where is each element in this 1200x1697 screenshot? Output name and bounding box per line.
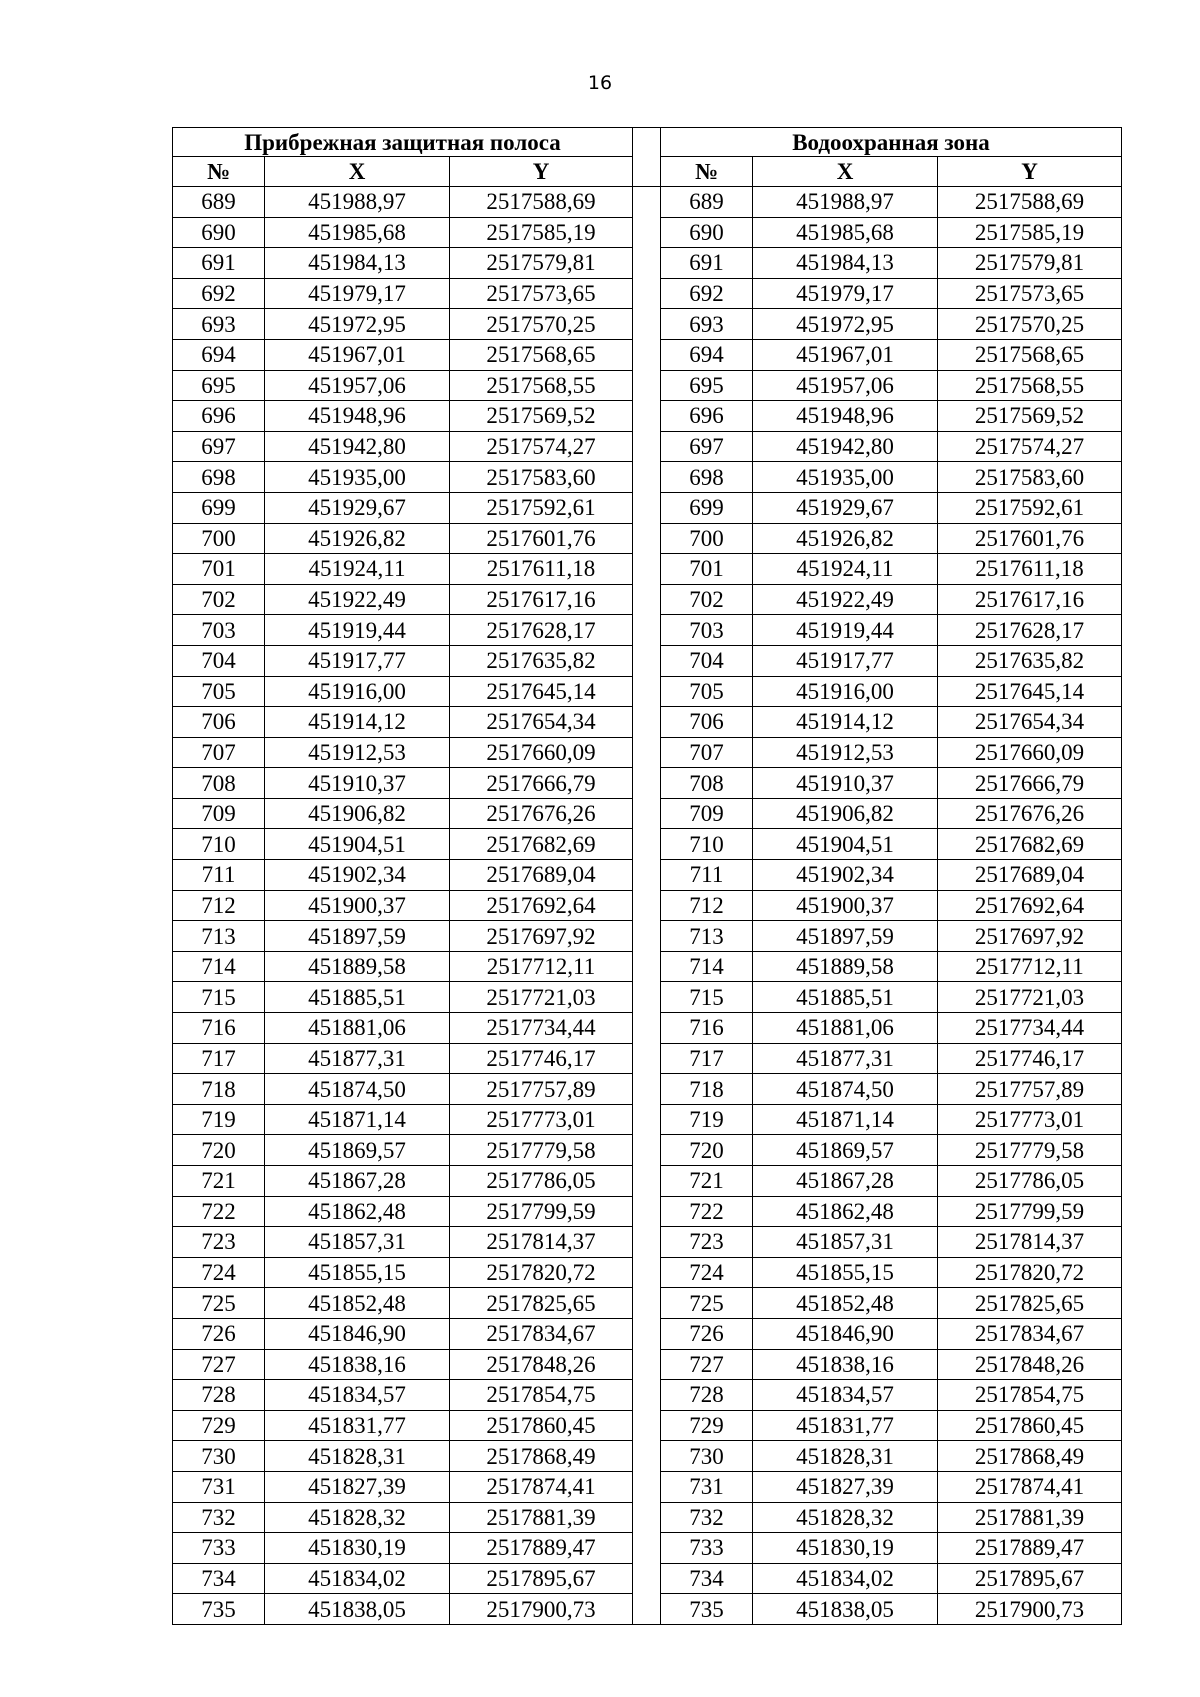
left-cell-x: 451897,59 [265,921,450,952]
right-cell-number: 721 [661,1166,753,1197]
left-cell-x: 451830,19 [265,1533,450,1564]
right-cell-y: 2517628,17 [938,615,1122,646]
right-cell-x: 451988,97 [753,187,938,218]
left-cell-y: 2517592,61 [450,492,633,523]
left-cell-y: 2517834,67 [450,1318,633,1349]
right-cell-number: 691 [661,248,753,279]
left-cell-x: 451834,57 [265,1380,450,1411]
left-cell-x: 451877,31 [265,1043,450,1074]
page-number: 16 [587,72,613,94]
left-cell-x: 451942,80 [265,431,450,462]
right-cell-number: 718 [661,1074,753,1105]
right-cell-number: 695 [661,370,753,401]
left-cell-y: 2517734,44 [450,1013,633,1044]
right-cell-y: 2517617,16 [938,584,1122,615]
left-header-x: X [265,157,450,187]
left-cell-y: 2517676,26 [450,798,633,829]
right-cell-y: 2517583,60 [938,462,1122,493]
left-cell-x: 451838,16 [265,1349,450,1380]
right-cell-x: 451985,68 [753,217,938,248]
left-cell-number: 710 [173,829,265,860]
left-cell-y: 2517585,19 [450,217,633,248]
right-cell-x: 451922,49 [753,584,938,615]
right-cell-number: 722 [661,1196,753,1227]
left-cell-y: 2517854,75 [450,1380,633,1411]
right-cell-x: 451874,50 [753,1074,938,1105]
right-cell-number: 728 [661,1380,753,1411]
right-cell-number: 709 [661,798,753,829]
left-cell-x: 451917,77 [265,645,450,676]
left-cell-number: 718 [173,1074,265,1105]
left-cell-y: 2517573,65 [450,278,633,309]
right-cell-x: 451910,37 [753,768,938,799]
left-cell-number: 694 [173,339,265,370]
right-cell-number: 735 [661,1594,753,1625]
right-cell-x: 451885,51 [753,982,938,1013]
left-cell-number: 734 [173,1563,265,1594]
left-cell-y: 2517697,92 [450,921,633,952]
right-cell-number: 690 [661,217,753,248]
left-cell-x: 451926,82 [265,523,450,554]
right-cell-x: 451924,11 [753,554,938,585]
left-cell-x: 451948,96 [265,401,450,432]
right-cell-y: 2517874,41 [938,1471,1122,1502]
left-cell-number: 701 [173,554,265,585]
right-cell-x: 451862,48 [753,1196,938,1227]
right-cell-number: 693 [661,309,753,340]
left-cell-x: 451935,00 [265,462,450,493]
right-cell-y: 2517601,76 [938,523,1122,554]
left-cell-y: 2517889,47 [450,1533,633,1564]
right-cell-number: 711 [661,860,753,891]
left-cell-number: 714 [173,951,265,982]
left-cell-number: 717 [173,1043,265,1074]
right-cell-number: 703 [661,615,753,646]
left-cell-x: 451972,95 [265,309,450,340]
right-cell-x: 451979,17 [753,278,938,309]
left-cell-x: 451916,00 [265,676,450,707]
left-cell-x: 451924,11 [265,554,450,585]
left-cell-number: 733 [173,1533,265,1564]
left-cell-y: 2517628,17 [450,615,633,646]
left-cell-x: 451904,51 [265,829,450,860]
left-cell-x: 451919,44 [265,615,450,646]
right-cell-x: 451902,34 [753,860,938,891]
right-cell-x: 451830,19 [753,1533,938,1564]
right-cell-number: 714 [661,951,753,982]
right-cell-number: 715 [661,982,753,1013]
left-cell-x: 451846,90 [265,1318,450,1349]
right-header-y: Y [938,157,1122,187]
right-cell-number: 723 [661,1227,753,1258]
right-cell-number: 701 [661,554,753,585]
right-cell-y: 2517585,19 [938,217,1122,248]
right-cell-number: 700 [661,523,753,554]
left-cell-y: 2517611,18 [450,554,633,585]
left-cell-x: 451862,48 [265,1196,450,1227]
left-cell-y: 2517570,25 [450,309,633,340]
left-cell-number: 706 [173,707,265,738]
right-cell-x: 451869,57 [753,1135,938,1166]
left-header-number: № [173,157,265,187]
left-cell-number: 704 [173,645,265,676]
left-cell-x: 451881,06 [265,1013,450,1044]
left-cell-x: 451855,15 [265,1257,450,1288]
right-cell-x: 451926,82 [753,523,938,554]
left-cell-number: 712 [173,890,265,921]
right-cell-x: 451919,44 [753,615,938,646]
right-cell-x: 451834,57 [753,1380,938,1411]
left-cell-y: 2517721,03 [450,982,633,1013]
right-cell-number: 717 [661,1043,753,1074]
left-cell-y: 2517568,55 [450,370,633,401]
right-cell-y: 2517834,67 [938,1318,1122,1349]
left-cell-number: 697 [173,431,265,462]
right-cell-x: 451942,80 [753,431,938,462]
right-cell-number: 699 [661,492,753,523]
left-cell-number: 723 [173,1227,265,1258]
left-cell-number: 713 [173,921,265,952]
right-cell-x: 451828,32 [753,1502,938,1533]
right-cell-number: 727 [661,1349,753,1380]
right-cell-x: 451929,67 [753,492,938,523]
left-cell-y: 2517900,73 [450,1594,633,1625]
right-cell-x: 451972,95 [753,309,938,340]
right-cell-number: 726 [661,1318,753,1349]
right-cell-x: 451900,37 [753,890,938,921]
left-cell-x: 451857,31 [265,1227,450,1258]
left-cell-number: 719 [173,1104,265,1135]
right-cell-y: 2517779,58 [938,1135,1122,1166]
right-cell-number: 720 [661,1135,753,1166]
right-cell-number: 708 [661,768,753,799]
right-cell-y: 2517692,64 [938,890,1122,921]
right-cell-y: 2517868,49 [938,1441,1122,1472]
right-cell-y: 2517588,69 [938,187,1122,218]
left-cell-number: 705 [173,676,265,707]
left-cell-number: 720 [173,1135,265,1166]
right-cell-number: 734 [661,1563,753,1594]
right-cell-x: 451889,58 [753,951,938,982]
left-cell-y: 2517645,14 [450,676,633,707]
right-cell-number: 724 [661,1257,753,1288]
left-cell-y: 2517895,67 [450,1563,633,1594]
table-title-row [173,128,1122,157]
left-cell-number: 735 [173,1594,265,1625]
table-row [173,187,1122,218]
left-cell-number: 698 [173,462,265,493]
right-cell-x: 451827,39 [753,1471,938,1502]
right-cell-x: 451984,13 [753,248,938,279]
right-cell-number: 704 [661,645,753,676]
right-cell-x: 451906,82 [753,798,938,829]
left-cell-y: 2517568,65 [450,339,633,370]
right-cell-number: 705 [661,676,753,707]
right-cell-x: 451881,06 [753,1013,938,1044]
left-cell-y: 2517712,11 [450,951,633,982]
right-cell-y: 2517592,61 [938,492,1122,523]
right-cell-x: 451871,14 [753,1104,938,1135]
left-cell-y: 2517786,05 [450,1166,633,1197]
left-cell-number: 709 [173,798,265,829]
left-cell-number: 692 [173,278,265,309]
right-cell-x: 451828,31 [753,1441,938,1472]
left-cell-y: 2517617,16 [450,584,633,615]
right-cell-x: 451838,05 [753,1594,938,1625]
right-cell-x: 451967,01 [753,339,938,370]
left-cell-number: 732 [173,1502,265,1533]
right-cell-x: 451867,28 [753,1166,938,1197]
left-cell-x: 451979,17 [265,278,450,309]
left-cell-number: 726 [173,1318,265,1349]
right-cell-y: 2517881,39 [938,1502,1122,1533]
right-cell-y: 2517820,72 [938,1257,1122,1288]
right-cell-number: 733 [661,1533,753,1564]
left-cell-number: 708 [173,768,265,799]
right-cell-number: 697 [661,431,753,462]
left-cell-x: 451929,67 [265,492,450,523]
left-cell-number: 693 [173,309,265,340]
left-cell-x: 451828,31 [265,1441,450,1472]
right-cell-y: 2517568,55 [938,370,1122,401]
right-cell-y: 2517689,04 [938,860,1122,891]
right-cell-number: 696 [661,401,753,432]
left-cell-y: 2517860,45 [450,1410,633,1441]
left-cell-number: 703 [173,615,265,646]
left-cell-x: 451828,32 [265,1502,450,1533]
right-cell-y: 2517712,11 [938,951,1122,982]
left-cell-x: 451912,53 [265,737,450,768]
left-cell-y: 2517868,49 [450,1441,633,1472]
right-cell-x: 451912,53 [753,737,938,768]
left-cell-y: 2517689,04 [450,860,633,891]
left-cell-y: 2517874,41 [450,1471,633,1502]
right-cell-number: 719 [661,1104,753,1135]
left-cell-x: 451874,50 [265,1074,450,1105]
right-cell-y: 2517682,69 [938,829,1122,860]
right-cell-y: 2517860,45 [938,1410,1122,1441]
right-cell-number: 702 [661,584,753,615]
right-cell-y: 2517660,09 [938,737,1122,768]
right-cell-number: 710 [661,829,753,860]
right-cell-number: 713 [661,921,753,952]
right-cell-y: 2517799,59 [938,1196,1122,1227]
left-cell-y: 2517820,72 [450,1257,633,1288]
left-cell-x: 451831,77 [265,1410,450,1441]
right-cell-x: 451914,12 [753,707,938,738]
right-cell-x: 451852,48 [753,1288,938,1319]
left-cell-x: 451957,06 [265,370,450,401]
right-cell-y: 2517746,17 [938,1043,1122,1074]
left-cell-y: 2517692,64 [450,890,633,921]
coordinates-table [172,127,1122,1625]
right-cell-y: 2517574,27 [938,431,1122,462]
right-cell-number: 707 [661,737,753,768]
right-cell-number: 725 [661,1288,753,1319]
left-cell-x: 451852,48 [265,1288,450,1319]
left-cell-y: 2517579,81 [450,248,633,279]
right-cell-y: 2517568,65 [938,339,1122,370]
right-cell-y: 2517573,65 [938,278,1122,309]
left-cell-y: 2517588,69 [450,187,633,218]
right-cell-y: 2517579,81 [938,248,1122,279]
left-section-title: Прибрежная защитная полоса [173,128,633,157]
left-cell-x: 451889,58 [265,951,450,982]
left-cell-y: 2517779,58 [450,1135,633,1166]
right-cell-number: 706 [661,707,753,738]
right-cell-y: 2517825,65 [938,1288,1122,1319]
right-cell-y: 2517666,79 [938,768,1122,799]
left-cell-x: 451985,68 [265,217,450,248]
left-cell-number: 691 [173,248,265,279]
right-cell-y: 2517773,01 [938,1104,1122,1135]
right-cell-y: 2517814,37 [938,1227,1122,1258]
left-cell-number: 699 [173,492,265,523]
right-cell-y: 2517697,92 [938,921,1122,952]
right-cell-number: 730 [661,1441,753,1472]
left-cell-x: 451988,97 [265,187,450,218]
left-cell-y: 2517666,79 [450,768,633,799]
left-cell-x: 451922,49 [265,584,450,615]
left-cell-x: 451900,37 [265,890,450,921]
right-cell-x: 451855,15 [753,1257,938,1288]
left-cell-y: 2517574,27 [450,431,633,462]
right-cell-number: 689 [661,187,753,218]
right-cell-x: 451857,31 [753,1227,938,1258]
right-cell-x: 451846,90 [753,1318,938,1349]
left-cell-y: 2517682,69 [450,829,633,860]
left-cell-x: 451906,82 [265,798,450,829]
left-cell-y: 2517601,76 [450,523,633,554]
right-cell-x: 451916,00 [753,676,938,707]
left-cell-number: 721 [173,1166,265,1197]
left-cell-y: 2517825,65 [450,1288,633,1319]
right-cell-number: 712 [661,890,753,921]
left-cell-x: 451967,01 [265,339,450,370]
left-cell-x: 451869,57 [265,1135,450,1166]
left-cell-y: 2517654,34 [450,707,633,738]
right-cell-number: 729 [661,1410,753,1441]
left-cell-number: 727 [173,1349,265,1380]
left-cell-x: 451827,39 [265,1471,450,1502]
right-cell-y: 2517654,34 [938,707,1122,738]
right-cell-x: 451904,51 [753,829,938,860]
left-cell-number: 689 [173,187,265,218]
right-cell-number: 698 [661,462,753,493]
left-cell-number: 729 [173,1410,265,1441]
right-cell-y: 2517569,52 [938,401,1122,432]
right-cell-y: 2517676,26 [938,798,1122,829]
left-cell-y: 2517814,37 [450,1227,633,1258]
left-cell-number: 730 [173,1441,265,1472]
right-cell-x: 451877,31 [753,1043,938,1074]
left-cell-number: 731 [173,1471,265,1502]
left-cell-number: 707 [173,737,265,768]
left-cell-y: 2517635,82 [450,645,633,676]
right-cell-y: 2517721,03 [938,982,1122,1013]
right-cell-y: 2517889,47 [938,1533,1122,1564]
right-cell-x: 451917,77 [753,645,938,676]
left-cell-number: 700 [173,523,265,554]
left-cell-x: 451910,37 [265,768,450,799]
right-cell-y: 2517900,73 [938,1594,1122,1625]
right-cell-x: 451957,06 [753,370,938,401]
left-cell-y: 2517660,09 [450,737,633,768]
right-cell-x: 451935,00 [753,462,938,493]
left-cell-x: 451914,12 [265,707,450,738]
right-cell-y: 2517635,82 [938,645,1122,676]
right-cell-y: 2517611,18 [938,554,1122,585]
right-cell-y: 2517786,05 [938,1166,1122,1197]
left-header-y: Y [450,157,633,187]
right-cell-y: 2517895,67 [938,1563,1122,1594]
right-cell-x: 451838,16 [753,1349,938,1380]
right-cell-y: 2517734,44 [938,1013,1122,1044]
right-cell-y: 2517848,26 [938,1349,1122,1380]
left-cell-y: 2517757,89 [450,1074,633,1105]
left-cell-number: 716 [173,1013,265,1044]
left-cell-number: 702 [173,584,265,615]
left-cell-number: 711 [173,860,265,891]
column-separator-body [633,187,661,1625]
column-separator [633,128,661,187]
left-cell-x: 451984,13 [265,248,450,279]
left-cell-y: 2517799,59 [450,1196,633,1227]
left-cell-x: 451871,14 [265,1104,450,1135]
left-cell-y: 2517881,39 [450,1502,633,1533]
left-cell-number: 725 [173,1288,265,1319]
right-cell-number: 732 [661,1502,753,1533]
left-cell-number: 728 [173,1380,265,1411]
left-cell-x: 451885,51 [265,982,450,1013]
left-cell-number: 715 [173,982,265,1013]
right-cell-x: 451831,77 [753,1410,938,1441]
left-cell-y: 2517848,26 [450,1349,633,1380]
right-section-title: Водоохранная зона [661,128,1122,157]
right-header-number: № [661,157,753,187]
right-cell-y: 2517570,25 [938,309,1122,340]
right-header-x: X [753,157,938,187]
right-cell-x: 451948,96 [753,401,938,432]
right-cell-y: 2517757,89 [938,1074,1122,1105]
left-cell-x: 451834,02 [265,1563,450,1594]
right-cell-y: 2517854,75 [938,1380,1122,1411]
left-cell-y: 2517773,01 [450,1104,633,1135]
left-cell-y: 2517569,52 [450,401,633,432]
right-cell-number: 692 [661,278,753,309]
left-cell-number: 722 [173,1196,265,1227]
right-cell-number: 716 [661,1013,753,1044]
left-cell-y: 2517746,17 [450,1043,633,1074]
left-cell-x: 451902,34 [265,860,450,891]
left-cell-number: 695 [173,370,265,401]
right-cell-x: 451897,59 [753,921,938,952]
left-cell-number: 696 [173,401,265,432]
left-cell-x: 451867,28 [265,1166,450,1197]
right-cell-number: 731 [661,1471,753,1502]
right-cell-y: 2517645,14 [938,676,1122,707]
left-cell-x: 451838,05 [265,1594,450,1625]
left-cell-y: 2517583,60 [450,462,633,493]
right-cell-x: 451834,02 [753,1563,938,1594]
right-cell-number: 694 [661,339,753,370]
left-cell-number: 724 [173,1257,265,1288]
left-cell-number: 690 [173,217,265,248]
